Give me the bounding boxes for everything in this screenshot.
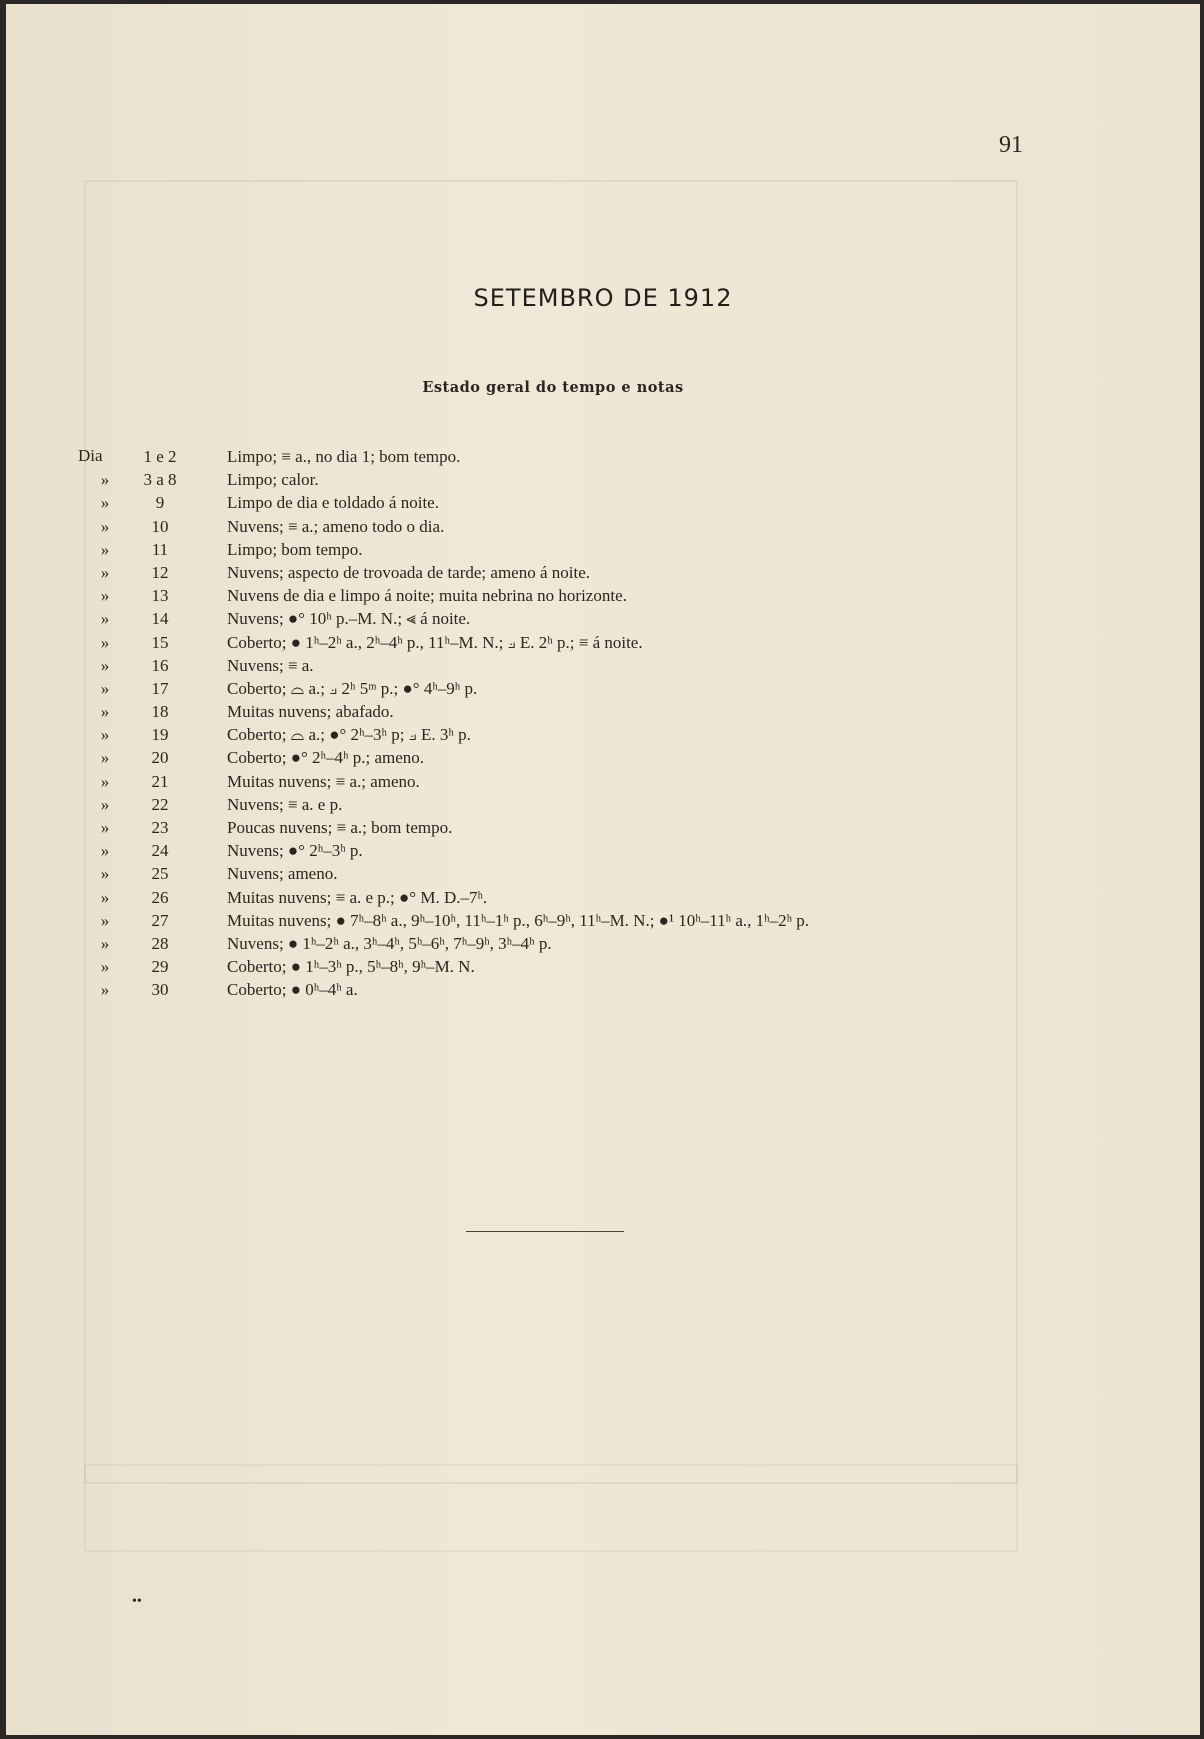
note-cell: Poucas nuvens; ≡ a.; bom tempo. xyxy=(227,818,453,837)
day-cell: 3 a 8 xyxy=(143,470,177,490)
day-cell: 11 xyxy=(151,539,169,559)
note-cell: Nuvens; ≡ a. e p. xyxy=(227,794,343,814)
day-cell: 28 xyxy=(151,933,169,953)
day-cell: 27 xyxy=(151,910,169,930)
note-cell: Nuvens; ●° 10ʰ p.–M. N.; ⪡ á noite. xyxy=(227,609,471,629)
ditto-mark: » xyxy=(100,516,110,536)
day-cell: 18 xyxy=(151,702,169,722)
day-cell: 20 xyxy=(151,748,169,768)
note-cell: Limpo; bom tempo. xyxy=(227,539,363,559)
ditto-mark: » xyxy=(100,841,110,861)
list-item xyxy=(6,540,1200,563)
list-item xyxy=(6,934,1200,957)
day-cell: 25 xyxy=(151,864,169,884)
list-item xyxy=(6,957,1200,980)
ditto-mark: » xyxy=(100,748,110,768)
list-item xyxy=(6,911,1200,934)
day-cell: 1 e 2 xyxy=(143,447,177,466)
ditto-mark: » xyxy=(100,586,110,606)
list-item xyxy=(6,493,1200,516)
note-cell: Coberto; ● 0ʰ–4ʰ a. xyxy=(227,980,358,1000)
list-item xyxy=(6,702,1200,725)
footer-marks: •• xyxy=(132,1594,142,1609)
day-cell: 23 xyxy=(151,818,169,837)
note-cell: Muitas nuvens; abafado. xyxy=(227,702,394,722)
day-cell: 16 xyxy=(151,655,169,675)
bleed-through-footer-frame xyxy=(84,1464,1018,1552)
end-rule xyxy=(466,1231,624,1232)
list-item xyxy=(6,725,1200,748)
day-cell: 17 xyxy=(151,678,169,698)
list-item xyxy=(6,633,1200,656)
list-item xyxy=(6,841,1200,864)
ditto-mark: » xyxy=(100,771,110,791)
ditto-mark: » xyxy=(100,470,110,490)
list-item xyxy=(6,679,1200,702)
list-item xyxy=(6,748,1200,771)
weather-notes-list xyxy=(6,447,1200,1004)
note-cell: Nuvens; ≡ a. xyxy=(227,655,314,675)
note-cell: Muitas nuvens; ≡ a.; ameno. xyxy=(227,771,420,791)
page xyxy=(6,4,1200,1735)
ditto-mark: » xyxy=(100,493,110,513)
note-cell: Nuvens de dia e limpo á noite; muita nebrina no horizonte. xyxy=(227,586,627,606)
note-cell: Nuvens; ● 1ʰ–2ʰ a., 3ʰ–4ʰ, 5ʰ–6ʰ, 7ʰ–9ʰ, 3ʰ–4ʰ p. xyxy=(227,933,552,953)
ditto-mark: » xyxy=(100,702,110,722)
list-item xyxy=(6,888,1200,911)
day-cell: 21 xyxy=(151,771,169,791)
note-cell: Nuvens; aspecto de trovoada de tarde; ameno á noite. xyxy=(227,562,591,582)
day-cell: 19 xyxy=(151,725,169,745)
ditto-mark: » xyxy=(100,609,110,629)
ditto-mark: » xyxy=(100,980,110,1000)
note-cell: Coberto; ●° 2ʰ–4ʰ p.; ameno. xyxy=(227,748,425,768)
day-cell: 10 xyxy=(151,516,169,536)
list-item xyxy=(6,656,1200,679)
list-item xyxy=(6,980,1200,1003)
ditto-mark: » xyxy=(100,794,110,814)
note-cell: Limpo; ≡ a., no dia 1; bom tempo. xyxy=(227,447,461,466)
day-cell: 22 xyxy=(151,794,169,814)
ditto-mark: » xyxy=(100,725,110,745)
day-cell: 30 xyxy=(151,980,169,1000)
ditto-mark: » xyxy=(100,632,110,652)
list-item xyxy=(6,563,1200,586)
ditto-mark: » xyxy=(100,562,110,582)
day-cell: 26 xyxy=(151,887,169,907)
ditto-mark: » xyxy=(100,887,110,907)
section-subtitle: Estado geral do tempo e notas xyxy=(422,379,684,396)
list-item xyxy=(6,470,1200,493)
list-item xyxy=(6,586,1200,609)
day-cell: 29 xyxy=(151,957,169,977)
day-cell: 24 xyxy=(151,841,169,861)
ditto-mark: » xyxy=(100,933,110,953)
note-cell: Limpo de dia e toldado á noite. xyxy=(227,493,439,513)
ditto-mark: » xyxy=(100,678,110,698)
list-item xyxy=(6,517,1200,540)
note-cell: Coberto; ● 1ʰ–3ʰ p., 5ʰ–8ʰ, 9ʰ–M. N. xyxy=(227,957,475,977)
day-cell: 15 xyxy=(151,632,169,652)
note-cell: Coberto; ⌓ a.; ⟓ 2ʰ 5ᵐ p.; ●° 4ʰ–9ʰ p. xyxy=(227,678,478,698)
note-cell: Muitas nuvens; ● 7ʰ–8ʰ a., 9ʰ–10ʰ, 11ʰ–1ʰ p., 6ʰ–9ʰ, 11ʰ–M. N.; ●¹ 10ʰ–11ʰ a., 1ʰ–2ʰ p. xyxy=(227,910,810,930)
note-cell: Limpo; calor. xyxy=(227,470,319,490)
note-cell: Nuvens; ≡ a.; ameno todo o dia. xyxy=(227,516,445,536)
day-column-label: Dia xyxy=(78,446,103,465)
note-cell: Nuvens; ●° 2ʰ–3ʰ p. xyxy=(227,841,363,861)
ditto-mark: » xyxy=(100,864,110,884)
ditto-mark: » xyxy=(100,818,110,837)
list-item xyxy=(6,818,1200,841)
page-title: SETEMBRO DE 1912 xyxy=(473,284,733,312)
list-item xyxy=(6,447,1200,470)
list-item xyxy=(6,795,1200,818)
ditto-mark: » xyxy=(100,957,110,977)
note-cell: Coberto; ● 1ʰ–2ʰ a., 2ʰ–4ʰ p., 11ʰ–M. N.; ⟓ E. 2ʰ p.; ≡ á noite. xyxy=(227,632,643,652)
day-cell: 9 xyxy=(155,493,165,513)
note-cell: Nuvens; ameno. xyxy=(227,864,338,884)
note-cell: Coberto; ⌓ a.; ●° 2ʰ–3ʰ p; ⟓ E. 3ʰ p. xyxy=(227,725,471,745)
day-cell: 13 xyxy=(151,586,169,606)
list-item xyxy=(6,864,1200,887)
page-number: 91 xyxy=(999,132,1023,158)
day-cell: 12 xyxy=(151,562,169,582)
list-item xyxy=(6,609,1200,632)
note-cell: Muitas nuvens; ≡ a. e p.; ●° M. D.–7ʰ. xyxy=(227,887,488,907)
ditto-mark: » xyxy=(100,655,110,675)
ditto-mark: » xyxy=(100,910,110,930)
day-cell: 14 xyxy=(151,609,169,629)
list-item xyxy=(6,772,1200,795)
ditto-mark: » xyxy=(100,539,110,559)
